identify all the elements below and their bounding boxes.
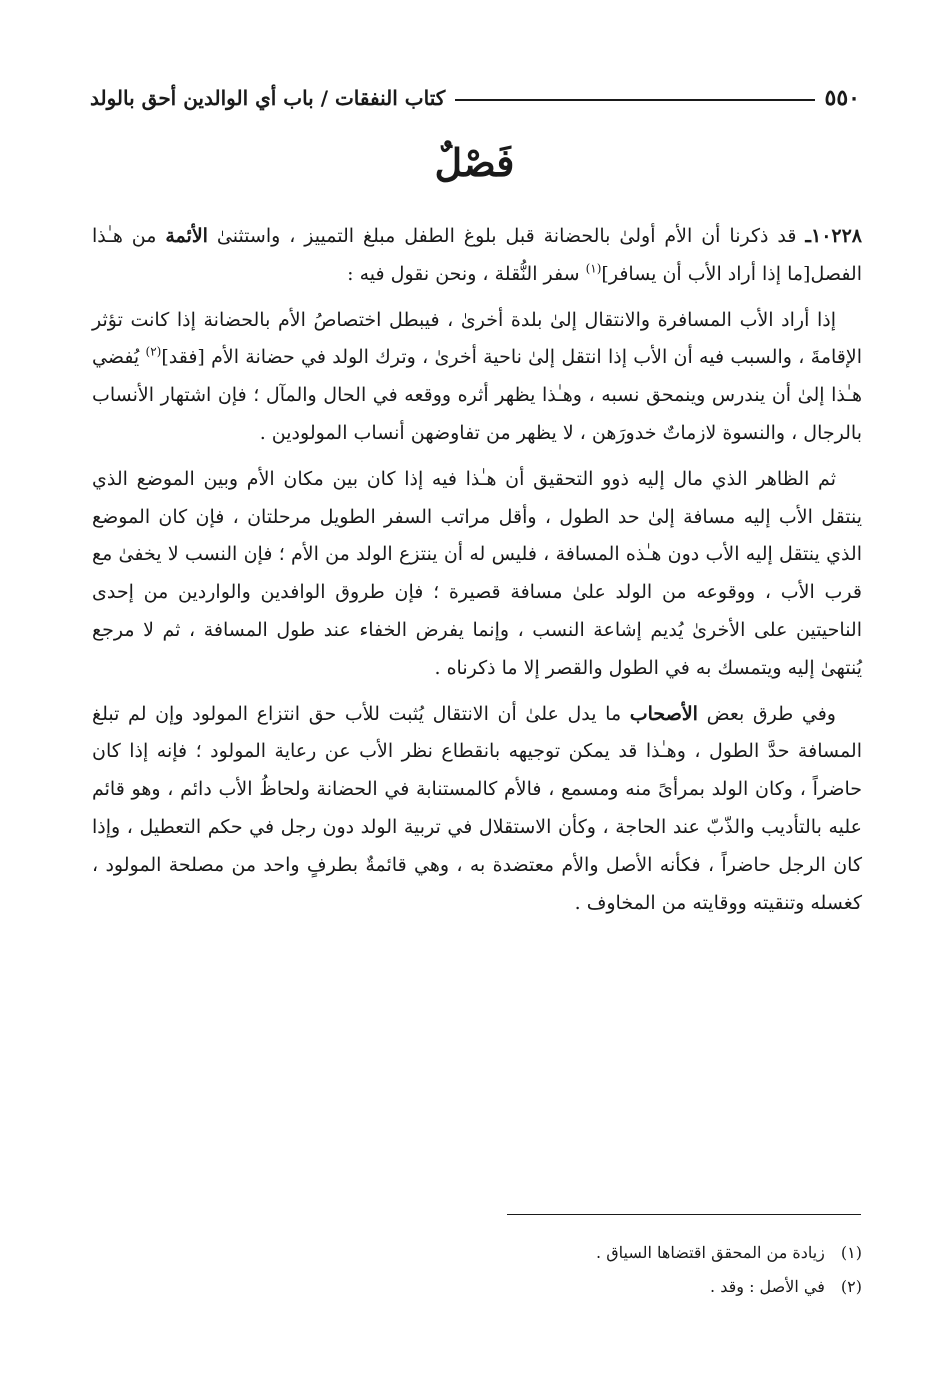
footnote-reference[interactable]: (١): [585, 261, 602, 276]
page-number: ٥٥٠: [824, 85, 860, 111]
paragraph-text: من هـٰذا الفصل[ما إذا أراد الأب أن يسافر]: [92, 225, 862, 285]
footnote-divider: [507, 1214, 861, 1215]
section-heading: فَصْلٌ: [434, 140, 515, 185]
footnote-number: (٢): [840, 1277, 862, 1296]
paragraph-number: ١٠٢٢٨ـ: [805, 225, 863, 247]
paragraph-text: ما يدل علىٰ أن الانتقال يُثبت للأب حق انتزاع المولود وإن لم تبلغ المسافة حدَّ الطول ، وهـٰذا قد يمكن توجيهه بانقطاع نظر الأب عن رعاية المولود ؛ فإنه إذا كان حاضراً ، وكان الولد بمرأىً منه ومسمع ، فالأم كالمستنابة في الحضانة ولحاظُ الأب دائم ، وهو قائم عليه بالتأديب والذّبّ عند الحاجة ، وكأن الاستقلال في تربية الولد دون رجل في حكم التعطيل ، وإذا كان الرجل حاضراً ، فكأنه الأصل والأم معتضدة به ، وهي قائمةٌ بطرفٍ واحد من مصلحة المولود ، كغسله وتنقيته ووقايته من المخاوف .: [92, 702, 862, 914]
page-header: [90, 78, 860, 118]
running-title: كتاب النفقات / باب أي الوالدين أحق بالولد: [90, 86, 446, 110]
main-text: [92, 218, 862, 930]
paragraph: [92, 302, 862, 453]
paragraph: [92, 696, 862, 923]
header-rule: [455, 99, 814, 101]
footnotes: [92, 1236, 862, 1304]
bold-term: الأصحاب: [629, 702, 698, 725]
footnote: [92, 1236, 862, 1270]
paragraph-text: وفي طرق بعض: [697, 702, 836, 725]
paragraph-text: سفر النُّقلة ، ونحن نقول فيه :: [347, 262, 586, 285]
footnote-text: في الأصل : وقد .: [710, 1277, 825, 1296]
paragraph-text: ثم الظاهر الذي مال إليه ذوو التحقيق أن هـٰذا فيه إذا كان بين مكان الأم وبين الموضع الذي ينتقل الأب إليه مسافة إلىٰ حد الطول ، وأقل مراتب السفر الطويل مرحلتان ، فإن كان الموضع الذي ينتقل إليه الأب دون هـٰذه المسافة ، فليس له أن ينتزع الولد من الأم ؛ فإن النسب لا يخفىٰ مع قرب الأب ، ووقوعه من الولد علىٰ مسافة قصيرة ؛ فإن طروق الوافدين والواردين من إحدى الناحيتين على الأخرىٰ يُديم إشاعة النسب ، وإنما يفرض الخفاء عند طول المسافة ، ثم لا مرجع يُنتهىٰ إليه ويتمسك به في الطول والقصر إلا ما ذكرناه .: [92, 467, 862, 679]
footnote: [92, 1270, 862, 1304]
paragraph-text: يُفضي هـٰذا إلىٰ أن يندرس وينمحق نسبه ، وهـٰذا يظهر أثره ووقعه في الحال والمآل ؛ فإن اشتهار الأنساب بالرجال ، والنسوة لازماتٌ خدورَهن ، لا يظهر من تفاوضهن أنساب المولودين .: [92, 346, 862, 444]
paragraph: [92, 218, 862, 294]
footnote-reference[interactable]: (٢): [145, 345, 162, 360]
paragraph-text: قد ذكرنا أن الأم أولىٰ بالحضانة قبل بلوغ الطفل مبلغ التمييز ، واستثنىٰ: [207, 225, 806, 247]
paragraph-text: إذا أراد الأب المسافرة والانتقال إلىٰ بلدة أخرىٰ ، فيبطل اختصاصُ الأم بالحضانة إذا كانت تؤثر الإقامةَ ، والسبب فيه أن الأب إذا انتقل إلىٰ ناحية أخرىٰ ، وترك الولد في حضانة الأم [فقد]: [92, 308, 862, 369]
bold-term: الأئمة: [165, 225, 208, 247]
footnote-text: زيادة من المحقق اقتضاها السياق .: [596, 1243, 825, 1262]
footnote-number: (١): [840, 1243, 862, 1262]
paragraph: [92, 461, 862, 688]
